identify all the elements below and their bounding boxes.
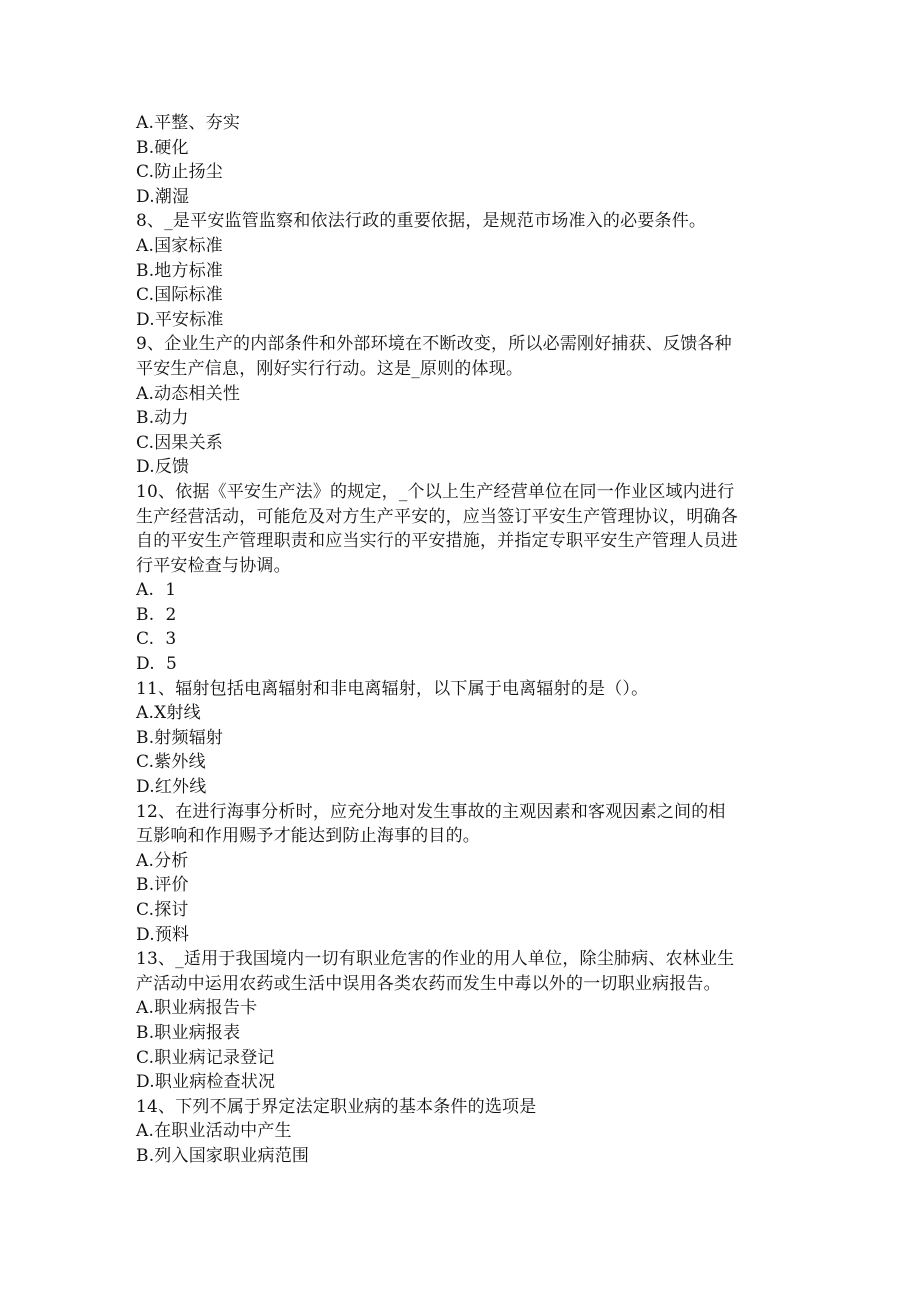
answer-option: C. 3 (136, 629, 177, 650)
question-text-line: 11、辐射包括电离辐射和非电离辐射，以下属于电离辐射的是（）。 (136, 678, 649, 699)
answer-option: B.动力 (136, 408, 189, 429)
answer-option: A.职业病报告卡 (136, 998, 258, 1019)
question-text-line: 9、企业生产的内部条件和外部环境在不断改变，所以必需刚好捕获、反馈各种 (136, 334, 732, 355)
question-text-line: 生产经营活动，可能危及对方生产平安的，应当签订平安生产管理协议，明确各 (136, 506, 738, 527)
answer-option: A. 1 (136, 580, 177, 601)
answer-option: D. 5 (136, 654, 178, 675)
answer-option: B.射频辐射 (136, 727, 224, 748)
question-text-line: 产活动中运用农药或生活中误用各类农药而发生中毒以外的一切职业病报告。 (136, 973, 721, 994)
answer-option: D.反馈 (136, 457, 190, 478)
question-text-line: 行平安检查与协调。 (136, 555, 291, 576)
question-text-line: 14、下列不属于界定法定职业病的基本条件的选项是 (136, 1096, 537, 1117)
question-text-line: 10、依据《平安生产法》的规定，_个以上生产经营单位在同一作业区域内进行 (136, 481, 735, 502)
answer-option: B.列入国家职业病范围 (136, 1145, 310, 1166)
answer-option: C.职业病记录登记 (136, 1047, 275, 1068)
answer-option: D.潮湿 (136, 186, 190, 207)
document-page (136, 111, 796, 1169)
answer-option: D.预料 (136, 924, 190, 945)
answer-option: C.因果关系 (136, 432, 224, 453)
question-text-line: 自的平安生产管理职责和应当实行的平安措施，并指定专职平安生产管理人员进 (136, 531, 738, 552)
question-text-line: 8、_是平安监管监察和依法行政的重要依据，是规范市场准入的必要条件。 (136, 211, 707, 232)
answer-option: C.紫外线 (136, 752, 206, 773)
answer-option: A.国家标准 (136, 235, 223, 256)
answer-option: D.职业病检查状况 (136, 1072, 276, 1093)
answer-option: B.硬化 (136, 137, 189, 158)
question-text-line: 互影响和作用赐予才能达到防止海事的目的。 (136, 826, 480, 847)
answer-option: B. 2 (136, 604, 177, 625)
answer-option: A.在职业活动中产生 (136, 1121, 292, 1142)
answer-option: C.防止扬尘 (136, 162, 224, 183)
question-text-line: 平安生产信息，刚好实行行动。这是_原则的体现。 (136, 358, 524, 379)
question-text-line: 12、在进行海事分析时，应充分地对发生事故的主观因素和客观因素之间的相 (136, 801, 726, 822)
answer-option: A.平整、夯实 (136, 113, 241, 133)
answer-option: D.红外线 (136, 777, 207, 798)
answer-option: C.探讨 (136, 900, 189, 920)
answer-option: A.分析 (136, 850, 189, 871)
answer-option: A.X射线 (136, 703, 201, 724)
question-text-line: 13、_适用于我国境内一切有职业危害的作业的用人单位，除尘肺病、农林业生 (136, 949, 735, 970)
answer-option: A.动态相关性 (136, 383, 241, 404)
answer-option: B.职业病报表 (136, 1022, 241, 1043)
answer-option: C.国际标准 (136, 285, 224, 306)
answer-option: B.地方标准 (136, 260, 224, 281)
answer-option: D.平安标准 (136, 309, 224, 330)
answer-option: B.评价 (136, 875, 189, 896)
